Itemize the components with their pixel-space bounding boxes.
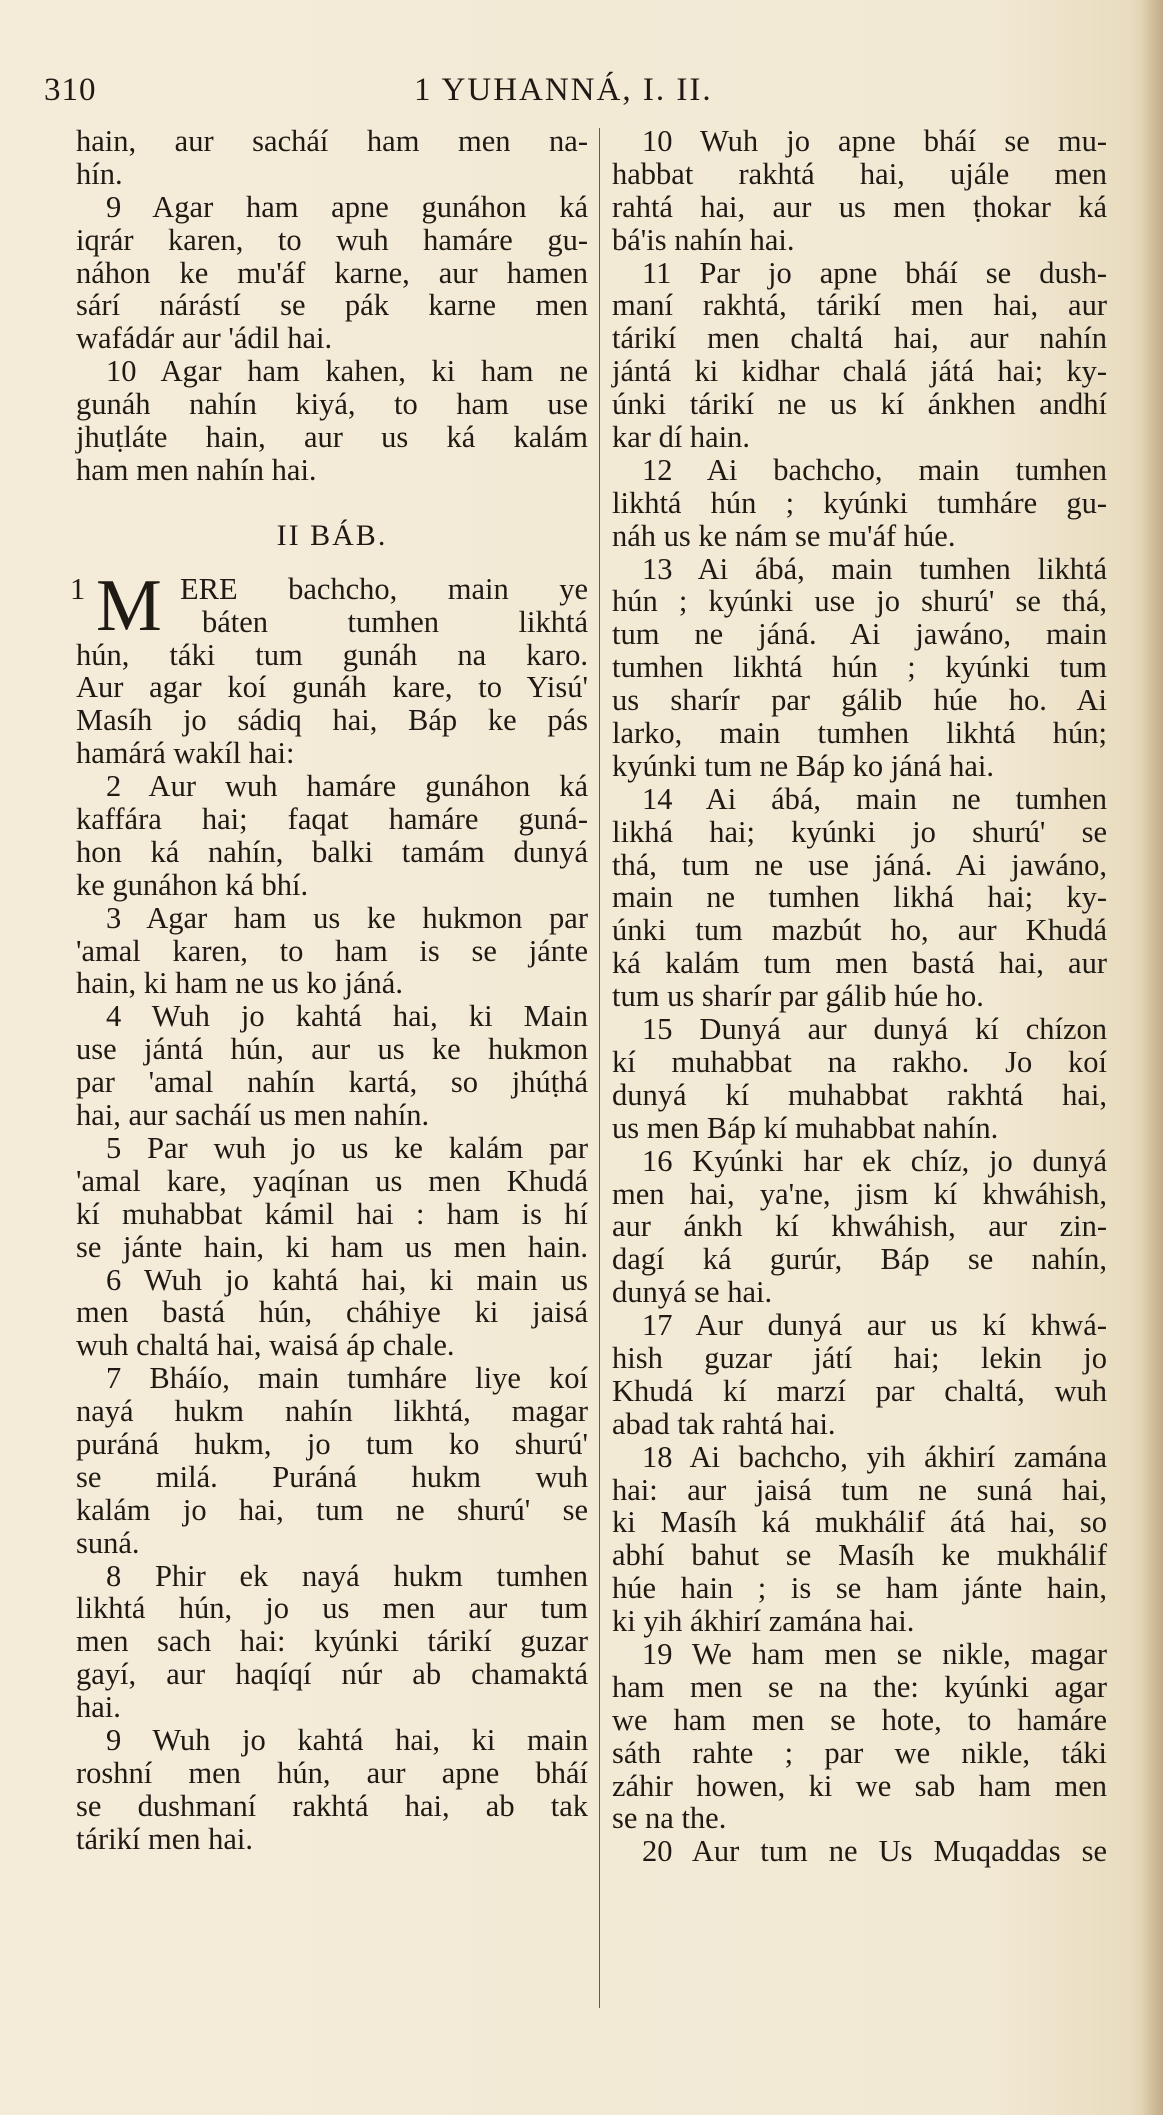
right-column: [612, 125, 1107, 1868]
text-line: 7 Bháío, main tumháre liye koí: [106, 1361, 588, 1396]
text-line: puráná hukm, jo tum ko shurú': [76, 1426, 588, 1461]
text-line: 10 Agar ham kahen, ki ham ne: [106, 354, 588, 389]
text-line: habbat rakhtá hai, ujále men: [612, 156, 1107, 191]
chapter-heading: II BÁB.: [276, 518, 388, 552]
text-line: ki yih ákhirí zamána hai.: [612, 1604, 915, 1639]
text-line: men bastá hún, cháhiye ki jaisá: [76, 1295, 588, 1330]
text-line: 20 Aur tum ne Us Muqaddas se: [642, 1834, 1107, 1869]
text-line: ke gunáhon ká bhí.: [76, 867, 309, 902]
text-line: iqrár karen, to wuh hamáre gu-: [76, 222, 588, 257]
text-line: hain, aur sacháí ham men na-: [76, 124, 588, 158]
text-line: hai.: [76, 1690, 121, 1725]
text-line: 17 Aur dunyá aur us kí khwá-: [642, 1308, 1107, 1343]
text-line: 'amal kare, yaqínan us men Khudá: [76, 1163, 588, 1198]
text-line: par 'amal nahín kartá, so jhúṭhá: [76, 1065, 588, 1100]
text-line: likhá hai; kyúnki jo shurú' se: [612, 814, 1107, 849]
text-line: se na the.: [612, 1801, 727, 1836]
text-line: gayí, aur haqíqí núr ab chamaktá: [76, 1657, 588, 1692]
drop-cap-verse-number: 1: [70, 571, 86, 606]
text-line: hish guzar játí hai; lekin jo: [612, 1340, 1107, 1375]
text-line: likhtá hún, jo us men aur tum: [76, 1591, 588, 1626]
text-line: aur ánkh kí khwáhish, aur zin-: [612, 1209, 1107, 1244]
text-line: we ham men se hote, to hamáre: [612, 1702, 1107, 1737]
page-header: [44, 72, 1103, 122]
text-line: kí muhabbat na rakho. Jo koí: [612, 1044, 1107, 1079]
text-line: 6 Wuh jo kahtá hai, ki main us: [106, 1262, 588, 1297]
text-line: ham men se na the: kyúnki agar: [612, 1669, 1107, 1704]
text-line: likhtá hún ; kyúnki tumháre gu-: [612, 485, 1107, 520]
text-line: 9 Wuh jo kahtá hai, ki main: [106, 1722, 588, 1757]
text-line: kaffára hai; faqat hamáre guná-: [76, 802, 588, 837]
text-line: 4 Wuh jo kahtá hai, ki Main: [106, 999, 588, 1034]
text-line: nayá hukm nahín likhtá, magar: [76, 1394, 588, 1429]
text-line: 9 Agar ham apne gunáhon ká: [106, 189, 588, 224]
text-line: tum us sharír par gálib húe ho.: [612, 979, 984, 1014]
text-line: kyúnki tum ne Báp ko jáná hai.: [612, 748, 995, 783]
text-line: us sharír par gálib húe ho. Ai: [612, 683, 1107, 718]
text-line: tárikí men hai.: [76, 1821, 254, 1856]
page-number: 310: [44, 72, 97, 108]
text-line: hai, aur sacháí us men nahín.: [76, 1098, 430, 1133]
text-line: abhí bahut se Masíh ke mukhálif: [612, 1538, 1107, 1573]
running-title: 1 YUHANNÁ, I. II.: [414, 72, 713, 108]
text-line: kí muhabbat kámil hai : ham is hí: [76, 1196, 588, 1231]
text-line: 19 We ham men se nikle, magar: [642, 1636, 1107, 1671]
text-line: 'amal karen, to ham is se jánte: [76, 933, 588, 968]
text-line: sárí nárástí se pák karne men: [76, 288, 588, 323]
left-column-text-after-heading: [76, 639, 588, 1856]
text-line: tum ne jáná. Ai jawáno, main: [612, 617, 1107, 652]
text-line: náh us ke nám se mu'áf húe.: [612, 518, 956, 553]
text-line: dunyá kí muhabbat rakhtá hai,: [612, 1077, 1107, 1112]
text-line: jántá ki kidhar chalá játá hai; ky-: [612, 354, 1107, 389]
text-line: dunyá se hai.: [612, 1275, 773, 1310]
text-line: se jánte hain, ki ham us men hain.: [76, 1229, 588, 1264]
text-line: 10 Wuh jo apne bháí se mu-: [642, 124, 1107, 158]
text-line: 16 Kyúnki har ek chíz, jo dunyá: [642, 1143, 1107, 1178]
text-line: 2 Aur wuh hamáre gunáhon ká: [106, 769, 588, 804]
text-line: Khudá kí marzí par chaltá, wuh: [612, 1373, 1107, 1408]
text-line: wuh chaltá hai, waisá áp chale.: [76, 1328, 455, 1363]
right-column-text: [612, 125, 1107, 1868]
text-line: 3 Agar ham us ke hukmon par: [106, 900, 588, 935]
text-line: sáth rahte ; par we nikle, táki: [612, 1735, 1107, 1770]
text-line: Aur agar koí gunáh kare, to Yisú': [76, 670, 588, 705]
text-line: 13 Ai ábá, main tumhen likhtá: [642, 551, 1107, 586]
text-line: hún, táki tum gunáh na karo.: [76, 637, 588, 672]
text-line: hamárá wakíl hai:: [76, 736, 295, 771]
text-line: 8 Phir ek nayá hukm tumhen: [106, 1558, 588, 1593]
text-line: roshní men hún, aur apne bháí: [76, 1755, 588, 1790]
text-line: main ne tumhen likhá hai; ky-: [612, 880, 1107, 915]
text-line: thá, tum ne use jáná. Ai jawáno,: [612, 847, 1107, 882]
drop-cap-line: báten tumhen likhtá: [202, 604, 588, 639]
text-line: 18 Ai bachcho, yih ákhirí zamána: [642, 1439, 1107, 1474]
text-line: hai: aur jaisá tum ne suná hai,: [612, 1472, 1107, 1507]
text-line: dagí ká gurúr, Báp se nahín,: [612, 1242, 1107, 1277]
text-line: hon ká nahín, balki tamám dunyá: [76, 834, 588, 869]
text-line: bá'is nahín hai.: [612, 222, 795, 257]
text-line: wafádár aur 'ádil hai.: [76, 321, 333, 356]
text-line: tárikí men chaltá hai, aur nahín: [612, 321, 1107, 356]
left-column: [70, 124, 588, 1856]
text-line: suná.: [76, 1525, 140, 1560]
text-line: ki Masíh ká mukhálif átá hai, so: [612, 1505, 1107, 1540]
text-line: maní rakhtá, tárikí men hai, aur: [612, 288, 1107, 323]
text-line: men hai, ya'ne, jism kí khwáhish,: [612, 1176, 1107, 1211]
text-line: hain, ki ham ne us ko jáná.: [76, 966, 403, 1001]
text-line: 5 Par wuh jo us ke kalám par: [106, 1130, 588, 1165]
text-line: se milá. Puráná hukm wuh: [76, 1459, 588, 1494]
text-line: se dushmaní rakhtá hai, ab tak: [76, 1788, 588, 1823]
drop-cap-block: [70, 564, 588, 647]
text-line: gunáh nahín kiyá, to ham use: [76, 387, 588, 422]
text-line: hún ; kyúnki use jo shurú' se thá,: [612, 584, 1107, 619]
text-line: únki tárikí ne us kí ánkhen andhí: [612, 387, 1107, 422]
text-line: záhir howen, ki we sab ham men: [612, 1768, 1107, 1803]
text-line: us men Báp kí muhabbat nahín.: [612, 1110, 999, 1145]
text-line: use jántá hún, aur us ke hukmon: [76, 1032, 588, 1067]
text-line: 15 Dunyá aur dunyá kí chízon: [642, 1012, 1107, 1047]
text-line: 14 Ai ábá, main ne tumhen: [642, 781, 1107, 816]
text-line: ham men nahín hai.: [76, 452, 317, 487]
drop-cap-letter: M: [96, 564, 162, 647]
text-line: únki tum mazbút ho, aur Khudá: [612, 913, 1107, 948]
text-line: tumhen likhtá hún ; kyúnki tum: [612, 650, 1107, 685]
drop-cap-line: ERE bachcho, main ye: [180, 571, 588, 606]
text-line: 11 Par jo apne bháí se dush-: [642, 255, 1107, 290]
text-line: hín.: [76, 156, 123, 191]
text-line: kar dí hain.: [612, 420, 751, 455]
text-line: ká kalám tum men bastá hai, aur: [612, 946, 1107, 981]
text-line: jhuṭláte hain, aur us ká kalám: [76, 420, 588, 455]
page-edge-shadow: [1141, 0, 1163, 2115]
text-line: kalám jo hai, tum ne shurú' se: [76, 1492, 588, 1527]
text-line: húe hain ; is se ham jánte hain,: [612, 1571, 1107, 1606]
text-line: Masíh jo sádiq hai, Báp ke pás: [76, 703, 588, 738]
text-line: náhon ke mu'áf karne, aur hamen: [76, 255, 588, 290]
left-column-text-before-heading: [76, 125, 588, 487]
column-divider: [599, 128, 600, 2008]
text-line: rahtá hai, aur us men ṭhokar ká: [612, 189, 1107, 224]
text-line: larko, main tumhen likhtá hún;: [612, 716, 1107, 751]
text-line: men sach hai: kyúnki tárikí guzar: [76, 1624, 588, 1659]
text-line: abad tak rahtá hai.: [612, 1406, 836, 1441]
text-line: 12 Ai bachcho, main tumhen: [642, 452, 1107, 487]
